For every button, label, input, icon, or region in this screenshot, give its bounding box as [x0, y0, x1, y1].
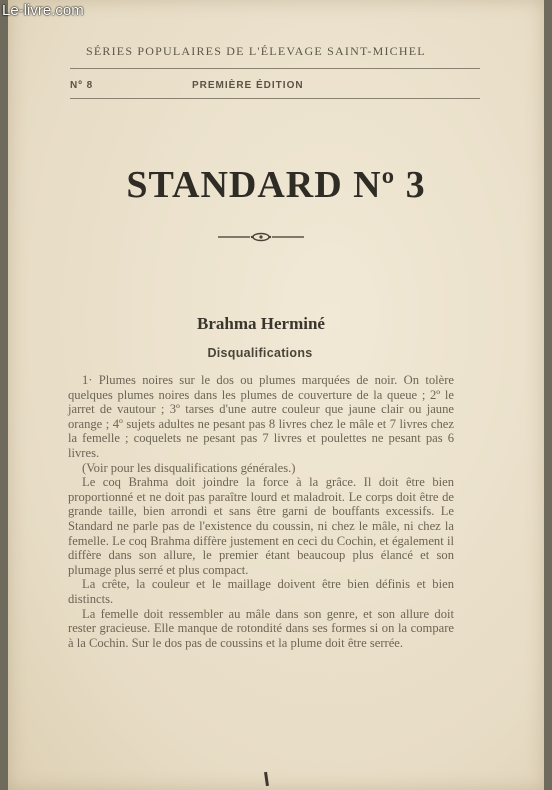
paragraph: 1· Plumes noires sur le dos ou plumes marquées de noir. On tolère quelques plumes noires dans les plumes de couverture de la queue ; 2º le jarret de vautour ; 3º tarses d'une autre couleur que jaune clair ou jaune orange ; 4º sujets adultes ne pesant pas 8 livres chez le mâle et 7 livres chez la femelle ; coquelets ne pesant pas 7 livres et poulettes ne pesant pas 6 livres. — [68, 373, 454, 460]
watermark: Le-livre.com — [2, 2, 84, 19]
paragraph: (Voir pour les disqualifications générales.) — [82, 460, 296, 475]
page-title: STANDARD Nº 3 — [126, 164, 426, 206]
section-heading: Disqualifications — [207, 346, 313, 360]
header-rule-top — [70, 68, 480, 69]
fleuron-ornament-icon — [216, 231, 306, 243]
paragraph: La crête, la couleur et le maillage doivent être bien définis et bien distincts. — [68, 577, 454, 606]
header-rule-bottom — [70, 98, 480, 99]
paragraph: Le coq Brahma doit joindre la force à la grâce. Il doit être bien proportionné et ne doit pas paraître lourd et maladroit. Le corps doit être de grande taille, bien arrondi et sans être garni de bouffants excessifs. Le Standard ne parle pas de l'existence du coussin, ni chez le mâle, ni chez la femelle. Le coq Brahma diffère justement en ceci du Cochin, et également il diffère dans son allure, le premier étant beaucoup plus élancé et son plumage plus serré et plus compact. — [68, 475, 454, 577]
series-title: SÉRIES POPULAIRES DE L'ÉLEVAGE SAINT-MICHEL — [86, 44, 426, 58]
edition-label: PREMIÈRE ÉDITION — [192, 80, 304, 91]
paragraph: La femelle doit ressembler au mâle dans son genre, et son allure doit rester gracieuse. Elle manque de rotondité dans ses formes si on la compare à la Cochin. Sur le dos pas de coussins et la plume doit être serrée. — [68, 606, 454, 650]
issue-number: Nº 8 — [70, 80, 94, 91]
breed-title: Brahma Herminé — [197, 314, 325, 333]
body-text — [68, 373, 454, 650]
